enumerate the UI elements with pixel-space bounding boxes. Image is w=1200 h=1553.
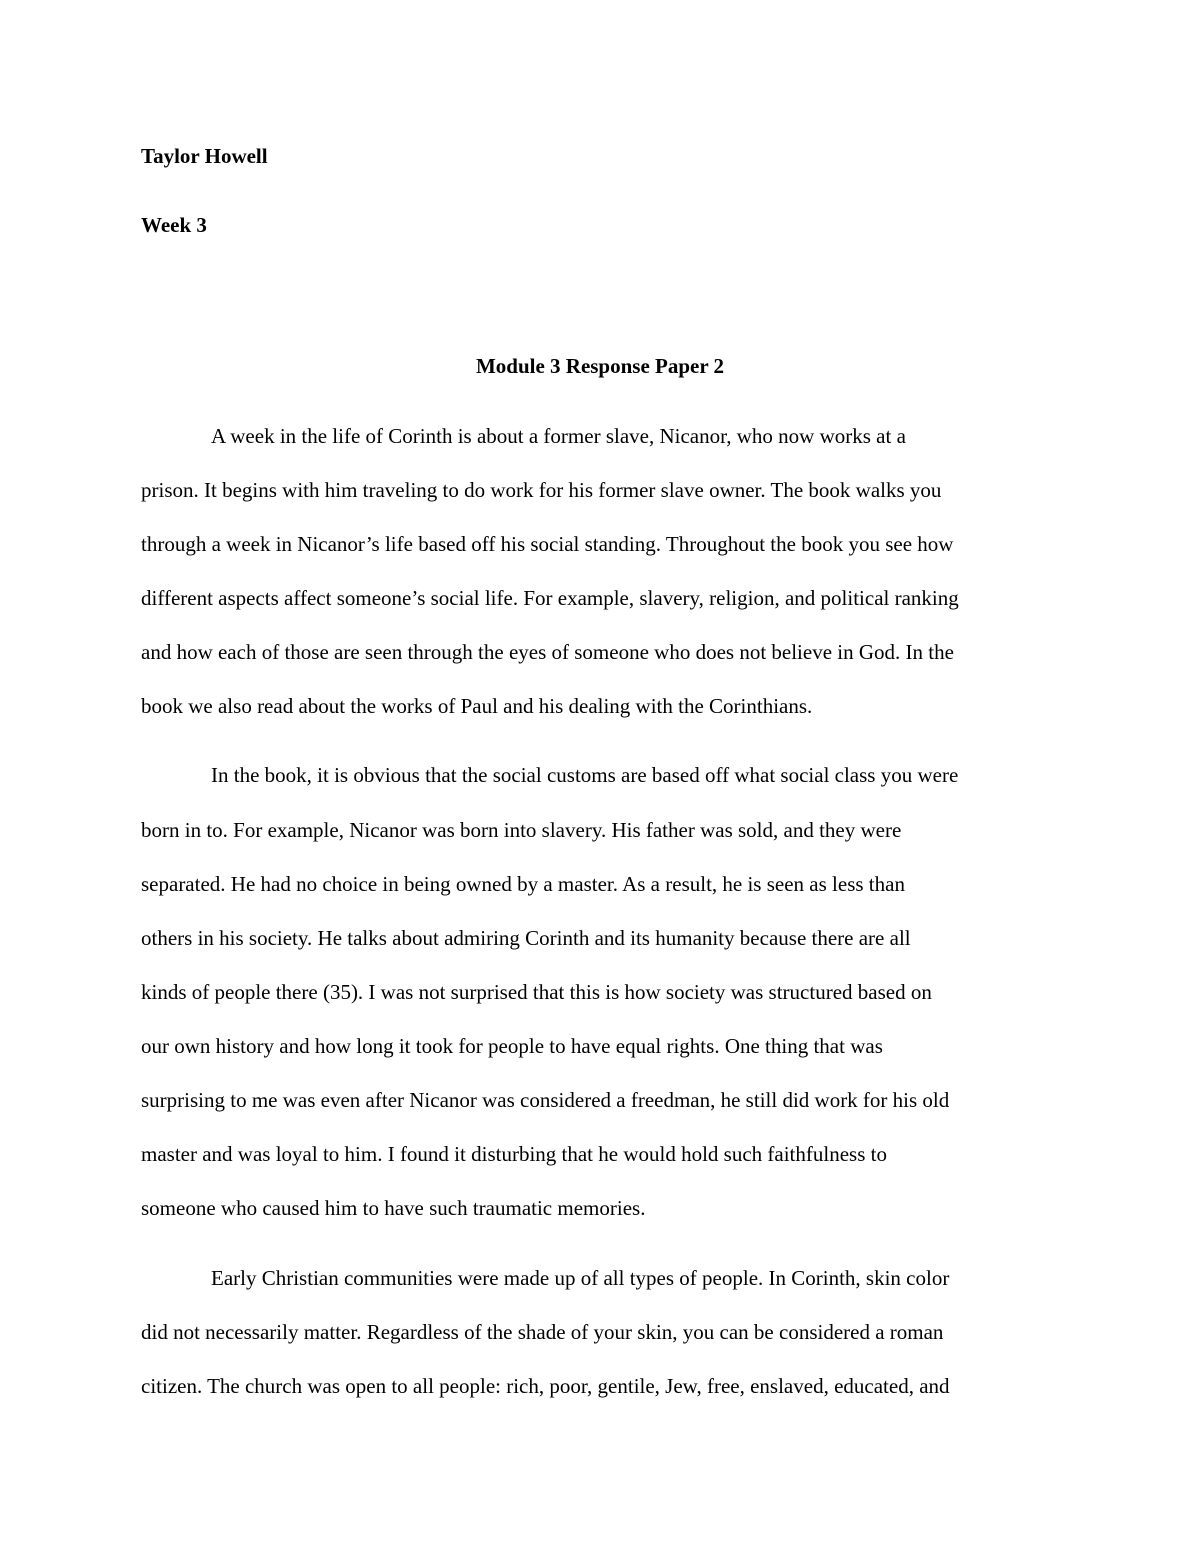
paragraph-2-line-9: someone who caused him to have such traumatic memories. — [141, 1196, 646, 1220]
paragraph-1-line-2: prison. It begins with him traveling to do work for his former slave owner. The book walks you — [141, 478, 942, 502]
paragraph-1-line-6: book we also read about the works of Paul and his dealing with the Corinthians. — [141, 694, 813, 718]
paragraph-3-line-2: did not necessarily matter. Regardless of the shade of your skin, you can be considered a roman — [141, 1320, 944, 1344]
paragraph-2-line-4: others in his society. He talks about admiring Corinth and its humanity because there are all — [141, 926, 911, 950]
author-name: Taylor Howell — [141, 144, 268, 168]
paragraph-3-line-1: Early Christian communities were made up of all types of people. In Corinth, skin color — [211, 1266, 950, 1290]
paragraph-2-line-6: our own history and how long it took for people to have equal rights. One thing that was — [141, 1034, 883, 1058]
paragraph-2-line-2: born in to. For example, Nicanor was born into slavery. His father was sold, and they were — [141, 818, 902, 842]
paragraph-2-line-3: separated. He had no choice in being owned by a master. As a result, he is seen as less than — [141, 872, 905, 896]
paragraph-2-line-7: surprising to me was even after Nicanor was considered a freedman, he still did work for his old — [141, 1088, 950, 1112]
paragraph-1-line-1: A week in the life of Corinth is about a former slave, Nicanor, who now works at a — [211, 424, 906, 448]
paragraph-3-line-3: citizen. The church was open to all people: rich, poor, gentile, Jew, free, enslaved, educated, and — [141, 1374, 950, 1398]
paper-title: Module 3 Response Paper 2 — [475, 354, 725, 378]
paragraph-2-line-5: kinds of people there (35). I was not surprised that this is how society was structured based on — [141, 980, 932, 1004]
week-label: Week 3 — [141, 213, 207, 237]
paragraph-1-line-4: different aspects affect someone’s social life. For example, slavery, religion, and political ranking — [141, 586, 959, 610]
paragraph-1-line-3: through a week in Nicanor’s life based off his social standing. Throughout the book you see how — [141, 532, 954, 556]
paragraph-1-line-5: and how each of those are seen through the eyes of someone who does not believe in God. In the — [141, 640, 954, 664]
paragraph-2-line-8: master and was loyal to him. I found it disturbing that he would hold such faithfulness to — [141, 1142, 887, 1166]
paragraph-2-line-1: In the book, it is obvious that the social customs are based off what social class you were — [211, 763, 959, 787]
